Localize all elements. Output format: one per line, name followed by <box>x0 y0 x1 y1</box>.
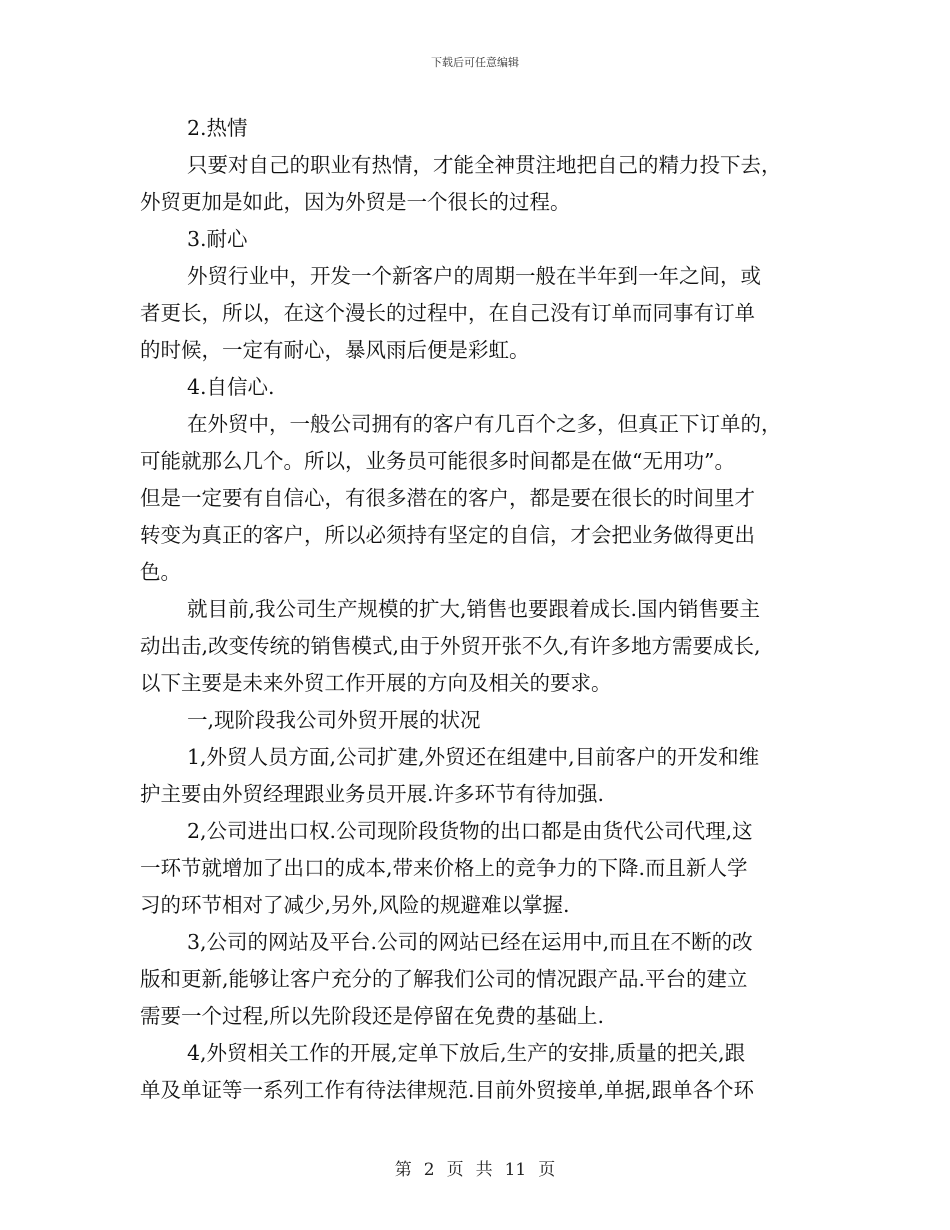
text-line: 的时候，一定有耐心，暴风雨后便是彩虹。 <box>140 338 530 362</box>
text-line: 者更长，所以，在这个漫长的过程中，在自己没有订单而同事有订单 <box>140 301 755 325</box>
text-line: 只要对自己的职业有热情，才能全神贯注地把自己的精力投下去， <box>187 153 782 177</box>
footer-prefix: 第 <box>394 1160 412 1180</box>
text-line: 外贸更加是如此，因为外贸是一个很长的过程。 <box>140 190 571 214</box>
text-line: 色。 <box>140 560 181 584</box>
text-line: 外贸行业中，开发一个新客户的周期一般在半年到一年之间，或 <box>187 264 761 288</box>
text-line: 需要一个过程,所以先阶段还是停留在免费的基础上. <box>140 1004 605 1028</box>
footer-page-number: 2 <box>423 1160 435 1180</box>
footer-total-pages: 11 <box>504 1160 527 1180</box>
text-line: 就目前,我公司生产规模的扩大,销售也要跟着成长.国内销售要主 <box>187 597 761 621</box>
footer-total-prefix: 共 <box>475 1160 493 1180</box>
text-line: 动出击,改变传统的销售模式,由于外贸开张不久,有许多地方需要成长, <box>140 634 761 658</box>
text-line: 3,公司的网站及平台.公司的网站已经在运用中,而且在不断的改 <box>187 930 753 954</box>
text-line: 护主要由外贸经理跟业务员开展.许多环节有待加强. <box>140 782 605 806</box>
footer-page-label: 页 <box>446 1160 464 1180</box>
text-line: 版和更新,能够让客户充分的了解我们公司的情况跟产品.平台的建立 <box>140 967 748 991</box>
text-line: 以下主要是未来外贸工作开展的方向及相关的要求。 <box>140 671 612 695</box>
text-line: 习的环节相对了减少,另外,风险的规避难以掌握. <box>140 893 570 917</box>
text-line: 3.耐心 <box>187 227 248 251</box>
text-line: 在外贸中，一般公司拥有的客户有几百个之多，但真正下订单的， <box>187 412 782 436</box>
text-line: 2.热情 <box>187 116 248 140</box>
text-line: 一环节就增加了出口的成本,带来价格上的竞争力的下降.而且新人学 <box>140 856 748 880</box>
page-header: 下载后可任意编辑 <box>431 56 519 69</box>
text-line: 可能就那么几个。所以，业务员可能很多时间都是在做“无用功”。 <box>140 449 735 473</box>
text-line: 2,公司进出口权.公司现阶段货物的出口都是由货代公司代理,这 <box>187 819 753 843</box>
text-line: 转变为真正的客户，所以必须持有坚定的自信，才会把业务做得更出 <box>140 523 755 547</box>
footer-suffix: 页 <box>538 1160 556 1180</box>
text-line: 4,外贸相关工作的开展,定单下放后,生产的安排,质量的把关,跟 <box>187 1041 746 1065</box>
page-footer <box>0 1155 950 1180</box>
document-body <box>140 110 812 1109</box>
text-line: 一,现阶段我公司外贸开展的状况 <box>187 708 481 732</box>
text-line: 4.自信心. <box>187 375 275 399</box>
text-line: 1,外贸人员方面,公司扩建,外贸还在组建中,目前客户的开发和维 <box>187 745 760 769</box>
text-line: 单及单证等一系列工作有待法律规范.目前外贸接单,单据,跟单各个环 <box>140 1078 755 1102</box>
text-line: 但是一定要有自信心，有很多潜在的客户，都是要在很长的时间里才 <box>140 486 755 510</box>
